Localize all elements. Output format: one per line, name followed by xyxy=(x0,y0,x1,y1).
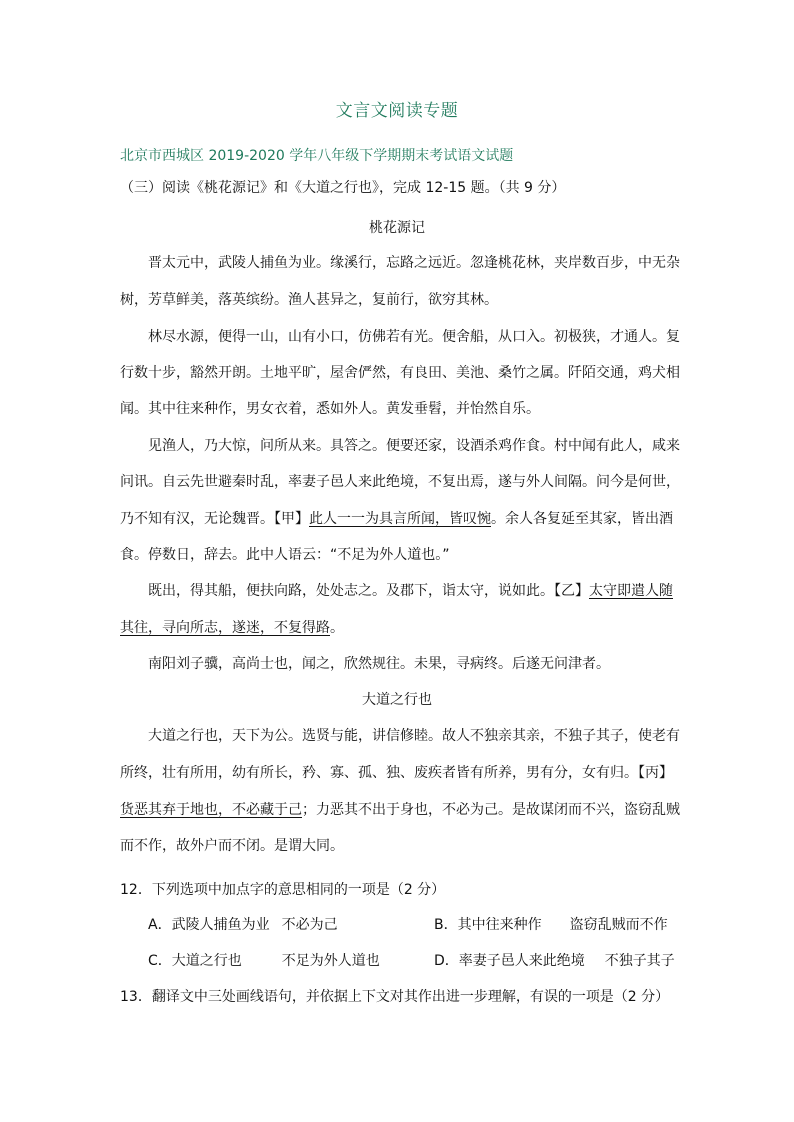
passage2-line-3 xyxy=(120,800,680,820)
underlined-sentence-yi-part1: 太守即遣人随 xyxy=(589,583,673,599)
page-title: 文言文阅读专题 xyxy=(335,101,459,121)
passage1-line-8-pre: 乃不知有汉，无论魏晋。【甲】 xyxy=(120,511,309,527)
passage1-line-3: 林尽水源，便得一山，山有小口，仿佛若有光。便舍船，从口入。初极狭，才通人。复 xyxy=(148,329,680,345)
option-d xyxy=(434,951,675,971)
passage1-line-7: 问讯。自云先世避秦时乱，率妻子邑人来此绝境，不复出焉，遂与外人间隔。问今是何世， xyxy=(120,474,680,490)
passage1-line-6: 见渔人，乃大惊，问所从来。具答之。便要还家，设酒杀鸡作食。村中闻有此人，咸来 xyxy=(148,438,680,454)
passage1-line-9: 食。停数日，辞去。此中人语云：“不足为外人道也。” xyxy=(120,547,450,563)
passage1-line-4: 行数十步，豁然开朗。土地平旷，屋舍俨然，有良田、美池、桑竹之属。阡陌交通，鸡犬相 xyxy=(120,365,680,381)
question-12-stem: 12．下列选项中加点字的意思相同的一项是（2 分） xyxy=(120,882,446,898)
option-c xyxy=(148,951,380,971)
option-a-second: 不必为己 xyxy=(281,917,338,933)
passage1-line-8-post: 。余人各复延至其家，皆出酒 xyxy=(491,511,673,527)
option-c-first: C．大道之行也 xyxy=(148,953,242,969)
passage1-line-11-post: 。 xyxy=(330,620,344,636)
option-d-first: D．率妻子邑人来此绝境 xyxy=(434,953,585,969)
option-b-first: B．其中往来种作 xyxy=(434,917,542,933)
option-a xyxy=(148,915,338,935)
passage1-line-10 xyxy=(148,581,673,601)
underlined-sentence-jia: 此人一一为具言所闻，皆叹惋 xyxy=(309,511,491,527)
option-b-second: 盗窃乱贼而不作 xyxy=(569,917,668,933)
exam-source: 北京市西城区 2019-2020 学年八年级下学期期末考试语文试题 xyxy=(120,148,514,164)
section-intro: （三）阅读《桃花源记》和《大道之行也》，完成 12-15 题。（共 9 分） xyxy=(120,180,566,196)
passage2-title: 大道之行也 xyxy=(362,692,432,708)
passage1-line-10-pre: 既出，得其船，便扶向路，处处志之。及郡下，诣太守，说如此。【乙】 xyxy=(148,583,589,599)
passage1-line-1: 晋太元中，武陵人捕鱼为业。缘溪行，忘路之远近。忽逢桃花林，夹岸数百步，中无杂 xyxy=(148,255,680,271)
passage1-line-8 xyxy=(120,509,673,529)
underlined-sentence-yi-part2: 其往，寻向所志，遂迷，不复得路 xyxy=(120,620,330,636)
passage1-line-11 xyxy=(120,618,344,638)
option-a-first: A．武陵人捕鱼为业 xyxy=(148,917,270,933)
passage1-line-5: 闻。其中往来种作，男女衣着，悉如外人。黄发垂髫，并怡然自乐。 xyxy=(120,401,540,417)
option-b xyxy=(434,915,668,935)
passage2-line-1: 大道之行也，天下为公。选贤与能，讲信修睦。故人不独亲其亲，不独子其子，使老有 xyxy=(148,728,680,744)
passage2-line-4: 而不作，故外户而不闭。是谓大同。 xyxy=(120,838,344,854)
underlined-sentence-bing: 货恶其弃于地也，不必藏于己 xyxy=(120,802,302,818)
passage2-line-3-post: ；力恶其不出于身也，不必为己。是故谋闭而不兴，盗窃乱贼 xyxy=(302,802,680,818)
question-13-stem: 13．翻译文中三处画线语句，并依据上下文对其作出进一步理解，有误的一项是（2 分） xyxy=(120,989,670,1005)
option-d-second: 不独子其子 xyxy=(604,953,675,969)
passage1-line-12: 南阳刘子骥，高尚士也，闻之，欣然规往。未果，寻病终。后遂无问津者。 xyxy=(148,656,610,672)
passage1-title: 桃花源记 xyxy=(369,220,425,236)
passage2-line-2: 所终，壮有所用，幼有所长，矜、寡、孤、独、废疾者皆有所养，男有分，女有归。【丙】 xyxy=(120,765,673,781)
passage1-line-2: 树，芳草鲜美，落英缤纷。渔人甚异之，复前行，欲穷其林。 xyxy=(120,292,498,308)
option-c-second: 不足为外人道也 xyxy=(281,953,380,969)
